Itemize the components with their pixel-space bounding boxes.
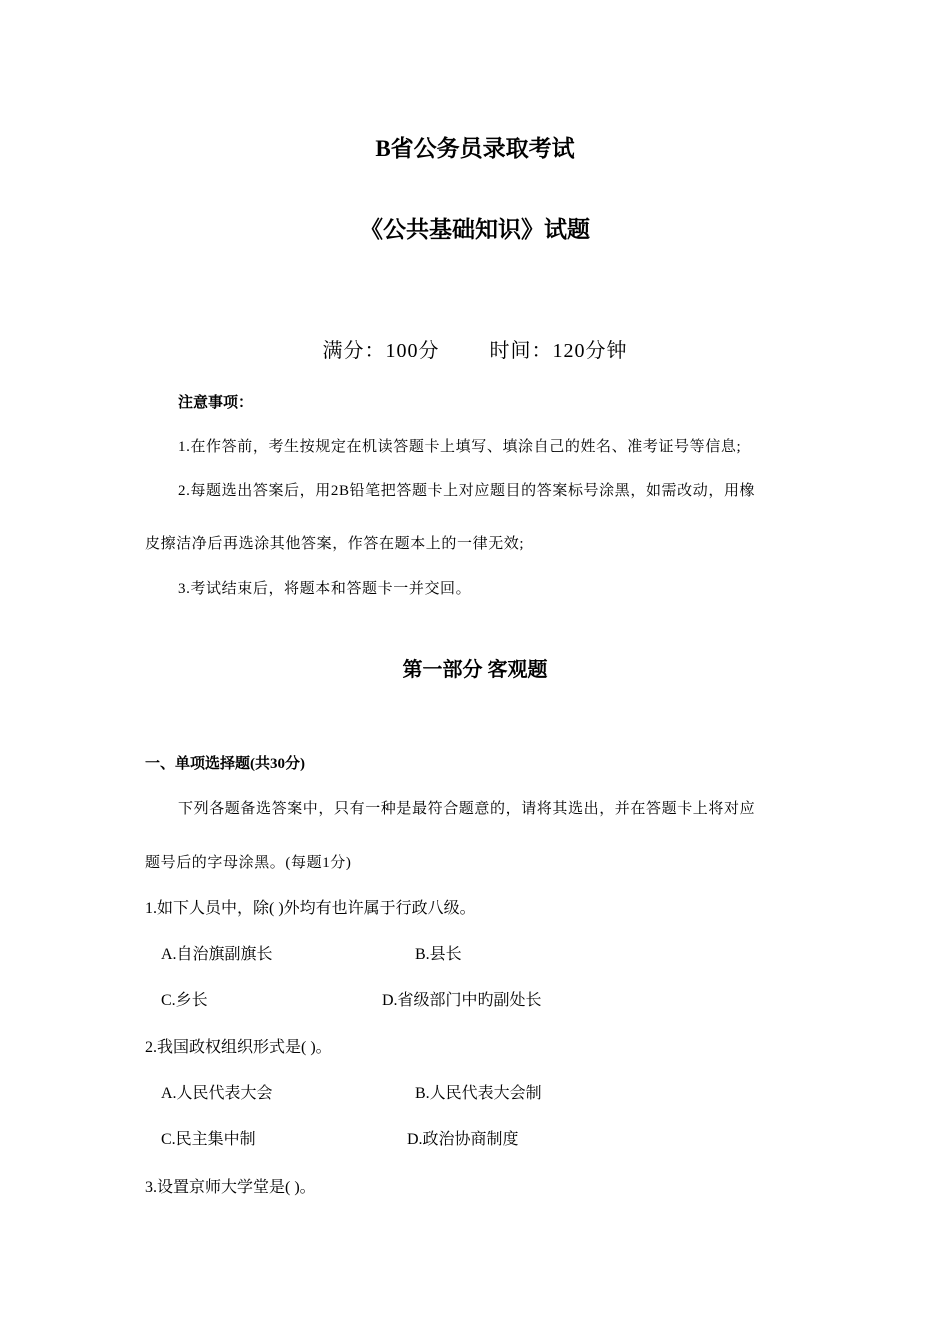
question-1-stem: 1.如下人员中，除( )外均有也许属于行政八级。	[145, 900, 476, 917]
question-1-option-d: D.省级部门中旳副处长	[382, 992, 542, 1009]
section-instruction-line-1: 下列各题备选答案中，只有一种是最符合题意的，请将其选出，并在答题卡上将对应	[178, 801, 756, 817]
question-1-option-c: C.乡长	[161, 992, 208, 1009]
question-2-option-b: B.人民代表大会制	[415, 1085, 542, 1102]
question-1-option-a: A.自治旗副旗长	[161, 946, 273, 963]
notice-item-2-line-1: 2.每题选出答案后，用2B铅笔把答题卡上对应题目的答案标号涂黑，如需改动，用橡	[178, 483, 756, 499]
notice-item-2-line-2: 皮擦洁净后再选涂其他答案，作答在题本上的一律无效;	[145, 536, 525, 552]
question-2-option-c: C.民主集中制	[161, 1131, 256, 1148]
notice-item-1: 1.在作答前，考生按规定在机读答题卡上填写、填涂自己的姓名、准考证号等信息;	[178, 439, 742, 455]
question-1-option-b: B.县长	[415, 946, 462, 963]
question-2-stem: 2.我国政权组织形式是( )。	[145, 1039, 332, 1056]
question-2-option-a: A.人民代表大会	[161, 1085, 273, 1102]
exam-meta	[0, 341, 950, 361]
full-score-text: 满分：100分	[322, 340, 440, 362]
question-2-option-d: D.政治协商制度	[407, 1131, 519, 1148]
notice-heading: 注意事项：	[178, 395, 254, 411]
exam-subtitle: 《公共基础知识》试题	[360, 217, 590, 242]
section-heading: 一、单项选择题(共30分)	[145, 756, 305, 772]
exam-title: B省公务员录取考试	[375, 136, 575, 161]
part-title: 第一部分 客观题	[402, 659, 548, 681]
notice-item-3: 3.考试结束后，将题本和答题卡一并交回。	[178, 581, 472, 597]
question-3-stem: 3.设置京师大学堂是( )。	[145, 1179, 316, 1196]
time-limit-text: 时间：120分钟	[489, 340, 628, 362]
section-instruction-line-2: 题号后的字母涂黑。(每题1分)	[145, 855, 352, 871]
